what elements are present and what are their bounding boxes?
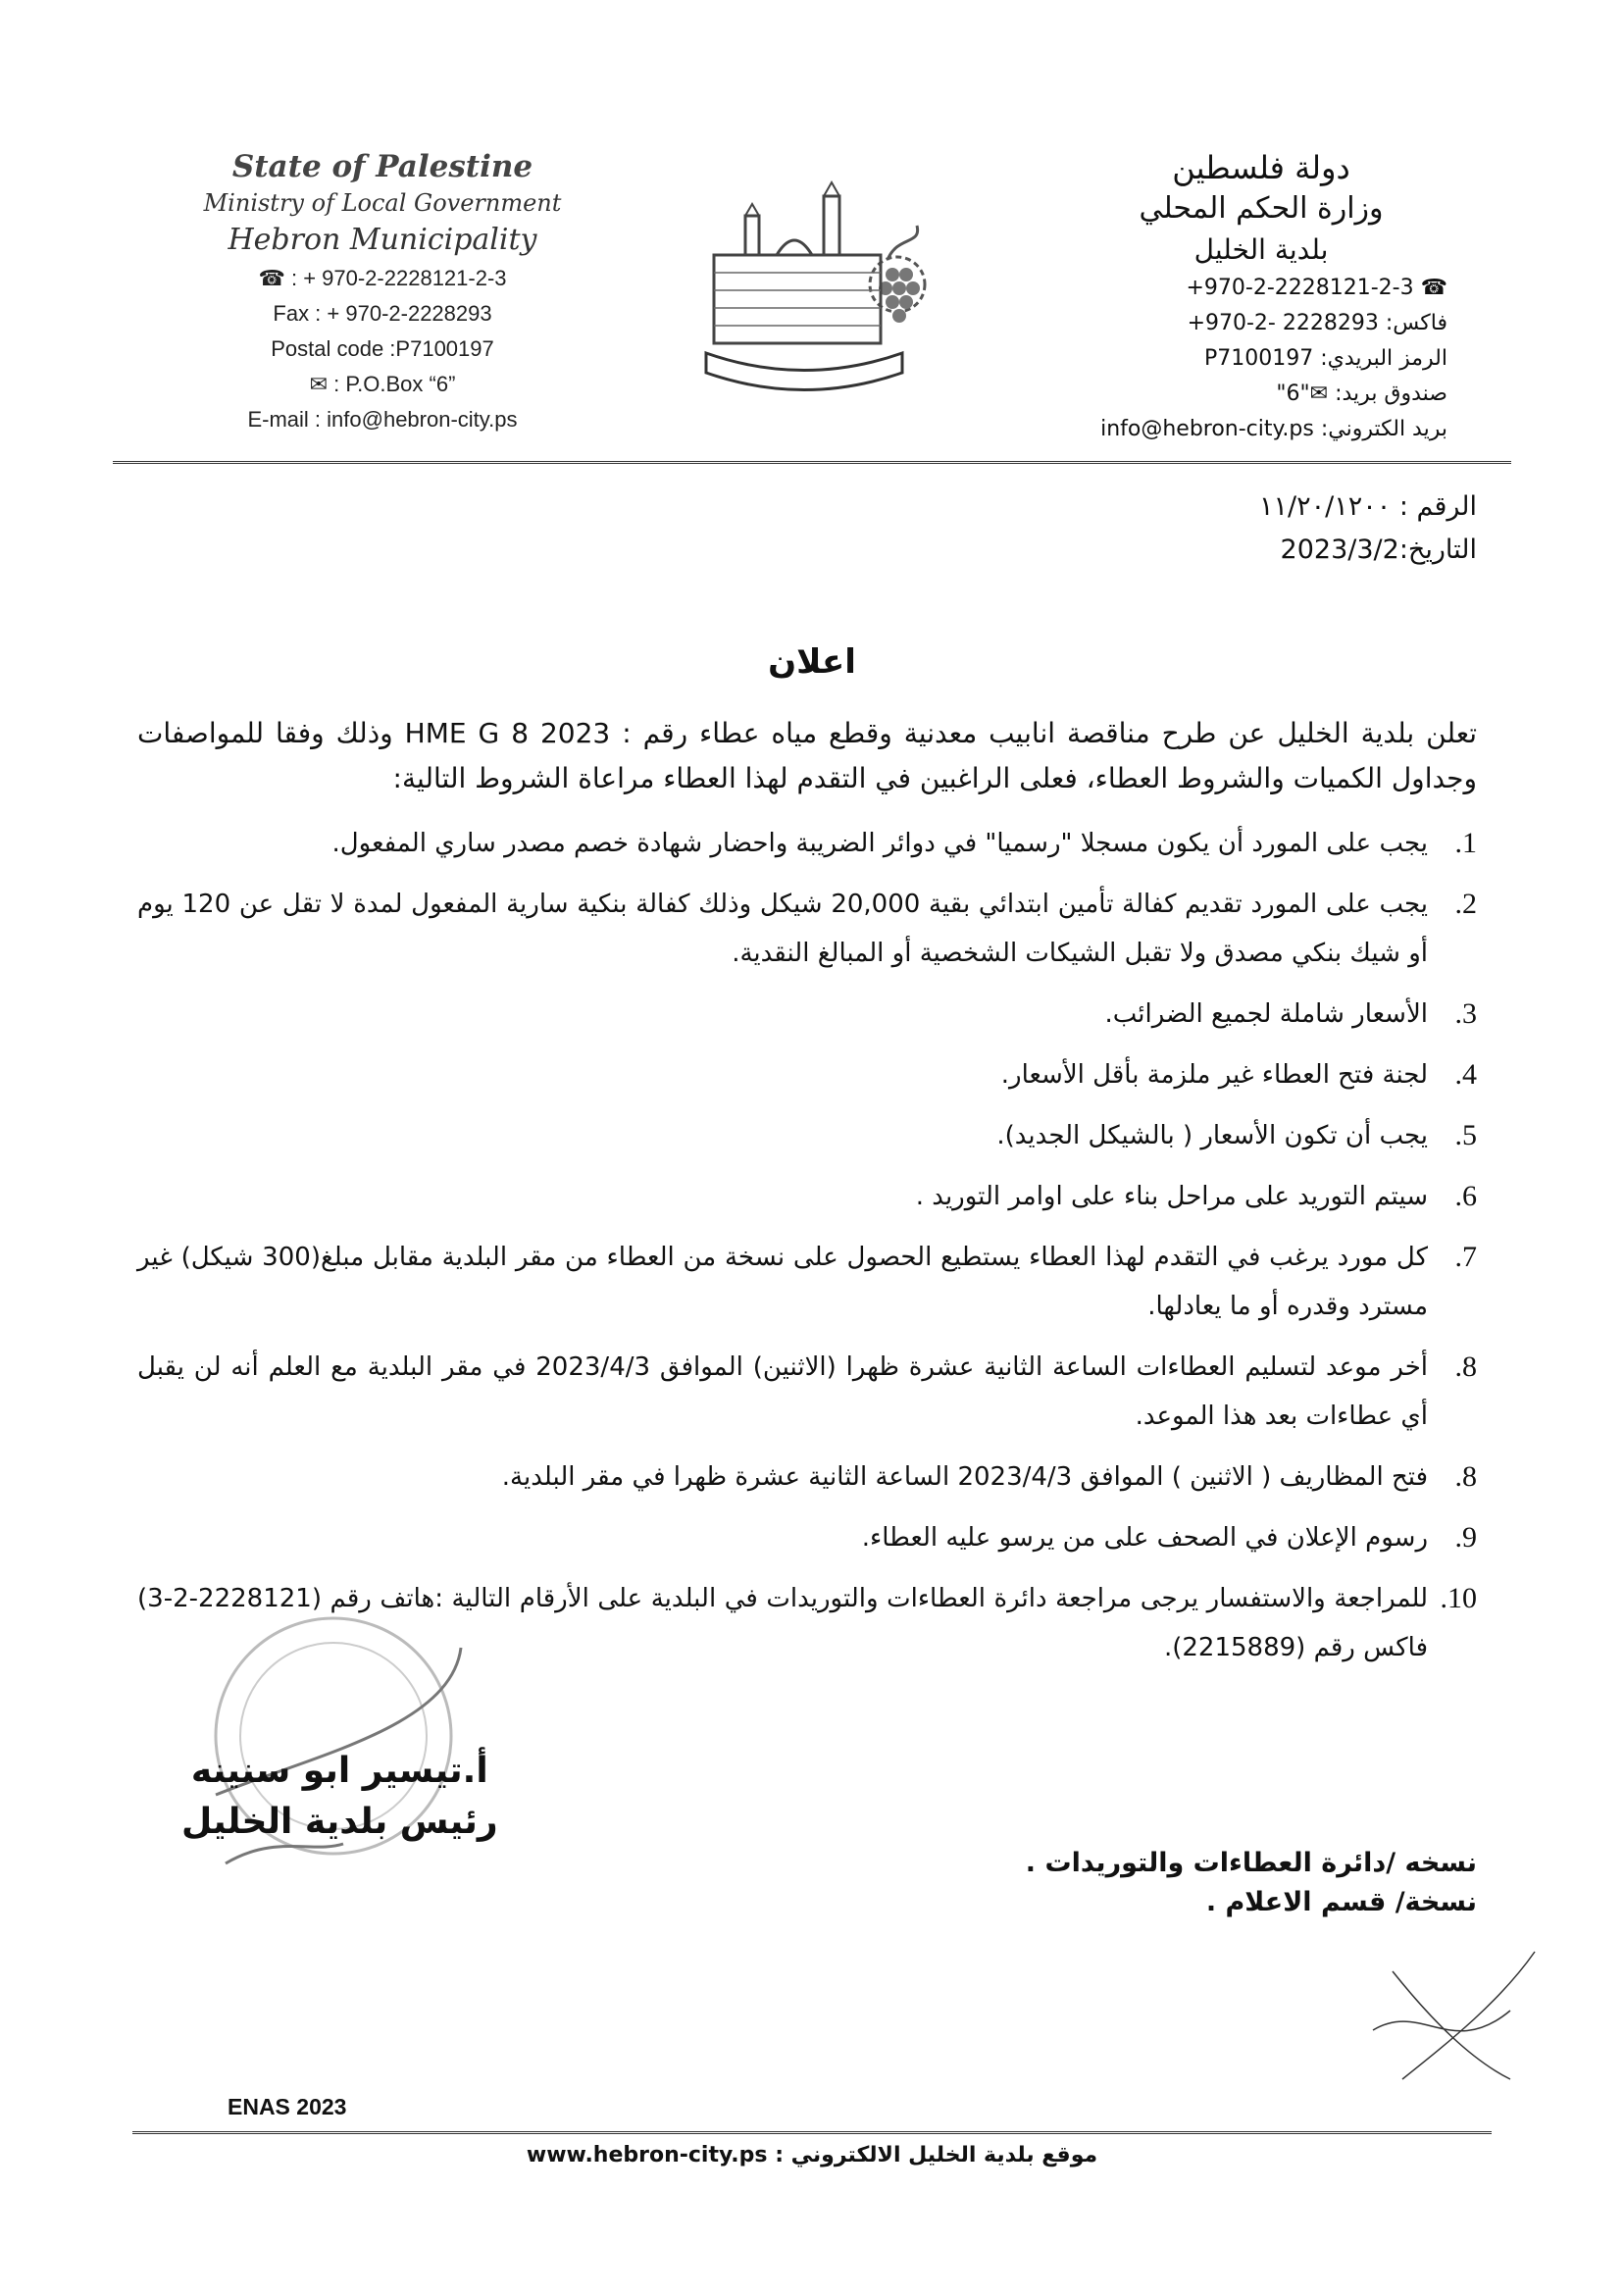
footer-website-label: موقع بلدية الخليل الالكتروني : xyxy=(775,2143,1098,2167)
list-item: 5. يجب أن تكون الأسعار ( بالشيكل الجديد). xyxy=(996,1119,1477,1151)
signatory-title: رئيس بلدية الخليل xyxy=(181,1802,498,1842)
announcement-title: اعلان xyxy=(768,642,856,682)
state-name-en: State of Palestine xyxy=(231,149,533,184)
signatory-name: أ.تيسير ابو سنينه xyxy=(190,1751,488,1791)
phone-en: ☎ : + 970-2-2228121-2-3 xyxy=(258,266,507,290)
list-item: 8. أخر موعد لتسليم العطاءات الساعة الثانية عشرة ظهرا (الاثنين) الموافق 2023/4/3 في مقر البلدية مع العلم أنه لن يقبل أي عطاءات بعد هذا الموعد. xyxy=(137,1351,1477,1431)
list-item: 6. سيتم التوريد على مراحل بناء على اوامر التوريد . xyxy=(915,1180,1477,1212)
intro-paragraph: تعلن بلدية الخليل عن طرح مناقصة انابيب معدنية وقطع مياه عطاء رقم : HME G 8 2023 وذلك وفقا للمواصفات وجداول الكميات والشروط العطاء، فعلى الراغبين في التقدم لهذا العطاء مراعاة الشروط التالية: xyxy=(137,717,1478,794)
list-item: 1. يجب على المورد أن يكون مسجلا "رسميا" في دوائر الضريبة واحضار شهادة خصم مصدر ساري المفعول. xyxy=(331,827,1477,859)
pobox-ar: صندوق بريد: "6"✉ xyxy=(1276,382,1447,406)
pobox-en: ✉ : P.O.Box “6” xyxy=(309,372,456,396)
state-name-ar: دولة فلسطين xyxy=(1172,149,1350,186)
list-item: 7. كل مورد يرغب في التقدم لهذا العطاء يستطيع الحصول على نسخة من العطاء من مقر البلدية مقابل مبلغ(300 شيكل) غير مسترد وقدره أو ما يعادلها. xyxy=(137,1241,1477,1321)
document-code: ENAS 2023 xyxy=(228,2094,347,2119)
ministry-name-ar: وزارة الحكم المحلي xyxy=(1139,191,1384,226)
email-en: E-mail : info@hebron-city.ps xyxy=(247,407,518,432)
initials-signature xyxy=(1363,1942,1540,2089)
fax-en: Fax : + 970-2-2228293 xyxy=(273,301,492,326)
municipality-name-ar: بلدية الخليل xyxy=(1193,233,1329,266)
municipality-name-en: Hebron Municipality xyxy=(228,223,537,257)
copies-list xyxy=(1026,1844,1477,1922)
announcement-body xyxy=(137,711,1477,1684)
municipality-logo xyxy=(686,167,941,402)
reference-number: الرقم : ١١/٢٠/١٢٠٠ xyxy=(1259,491,1477,522)
copy-line: نسخه /دائرة العطاءات والتوريدات . xyxy=(1025,1848,1477,1878)
header-arabic xyxy=(1036,147,1447,447)
reference-date: التاريخ:2023/3/2 xyxy=(1280,535,1477,565)
phone-ar: +970-2-2228121-2-3 ☎ xyxy=(1186,276,1447,300)
postal-code-en: Postal code :P7100197 xyxy=(271,336,494,361)
email-ar: بريد الكتروني: info@hebron-city.ps xyxy=(1100,417,1447,441)
header-english xyxy=(147,147,618,437)
header-divider xyxy=(113,461,1511,464)
footer-website xyxy=(0,2143,1624,2167)
list-item: 8. فتح المظاريف ( الاثنين ) الموافق 2023/4/3 الساعة الثانية عشرة ظهرا في مقر البلدية. xyxy=(501,1460,1477,1493)
list-item: 3. الأسعار شاملة لجميع الضرائب. xyxy=(1104,997,1477,1030)
ministry-name-en: Ministry of Local Government xyxy=(203,189,562,217)
list-item: 9. رسوم الإعلان في الصحف على من يرسو عليه العطاء. xyxy=(861,1521,1477,1554)
list-item: 4. لجنة فتح العطاء غير ملزمة بأقل الأسعار. xyxy=(1000,1058,1477,1091)
postal-code-ar: الرمز البريدي: P7100197 xyxy=(1203,346,1447,371)
list-item: 2. يجب على المورد تقديم كفالة تأمين ابتدائي بقية 20,000 شيكل وذلك كفالة بنكية سارية المفعول لمدة لا تقل عن 120 يوم أو شيك بنكي مصدق ولا تقبل الشيكات الشخصية أو المبالغ النقدية. xyxy=(137,888,1477,968)
signature-block xyxy=(181,1746,498,1848)
reference-block xyxy=(1259,485,1477,572)
footer-divider xyxy=(132,2131,1492,2134)
list-item: 10. للمراجعة والاستفسار يرجى مراجعة دائرة العطاءات والتوريدات في البلدية على الأرقام التالية :هاتف رقم (2228121-2-3) فاكس رقم (2215889). xyxy=(137,1582,1477,1662)
fax-ar: فاكس: +970-2- 2228293 xyxy=(1187,311,1447,335)
copy-line: نسخة/ قسم الاعلام . xyxy=(1205,1887,1477,1917)
footer-website-url[interactable]: www.hebron-city.ps xyxy=(526,2143,768,2167)
